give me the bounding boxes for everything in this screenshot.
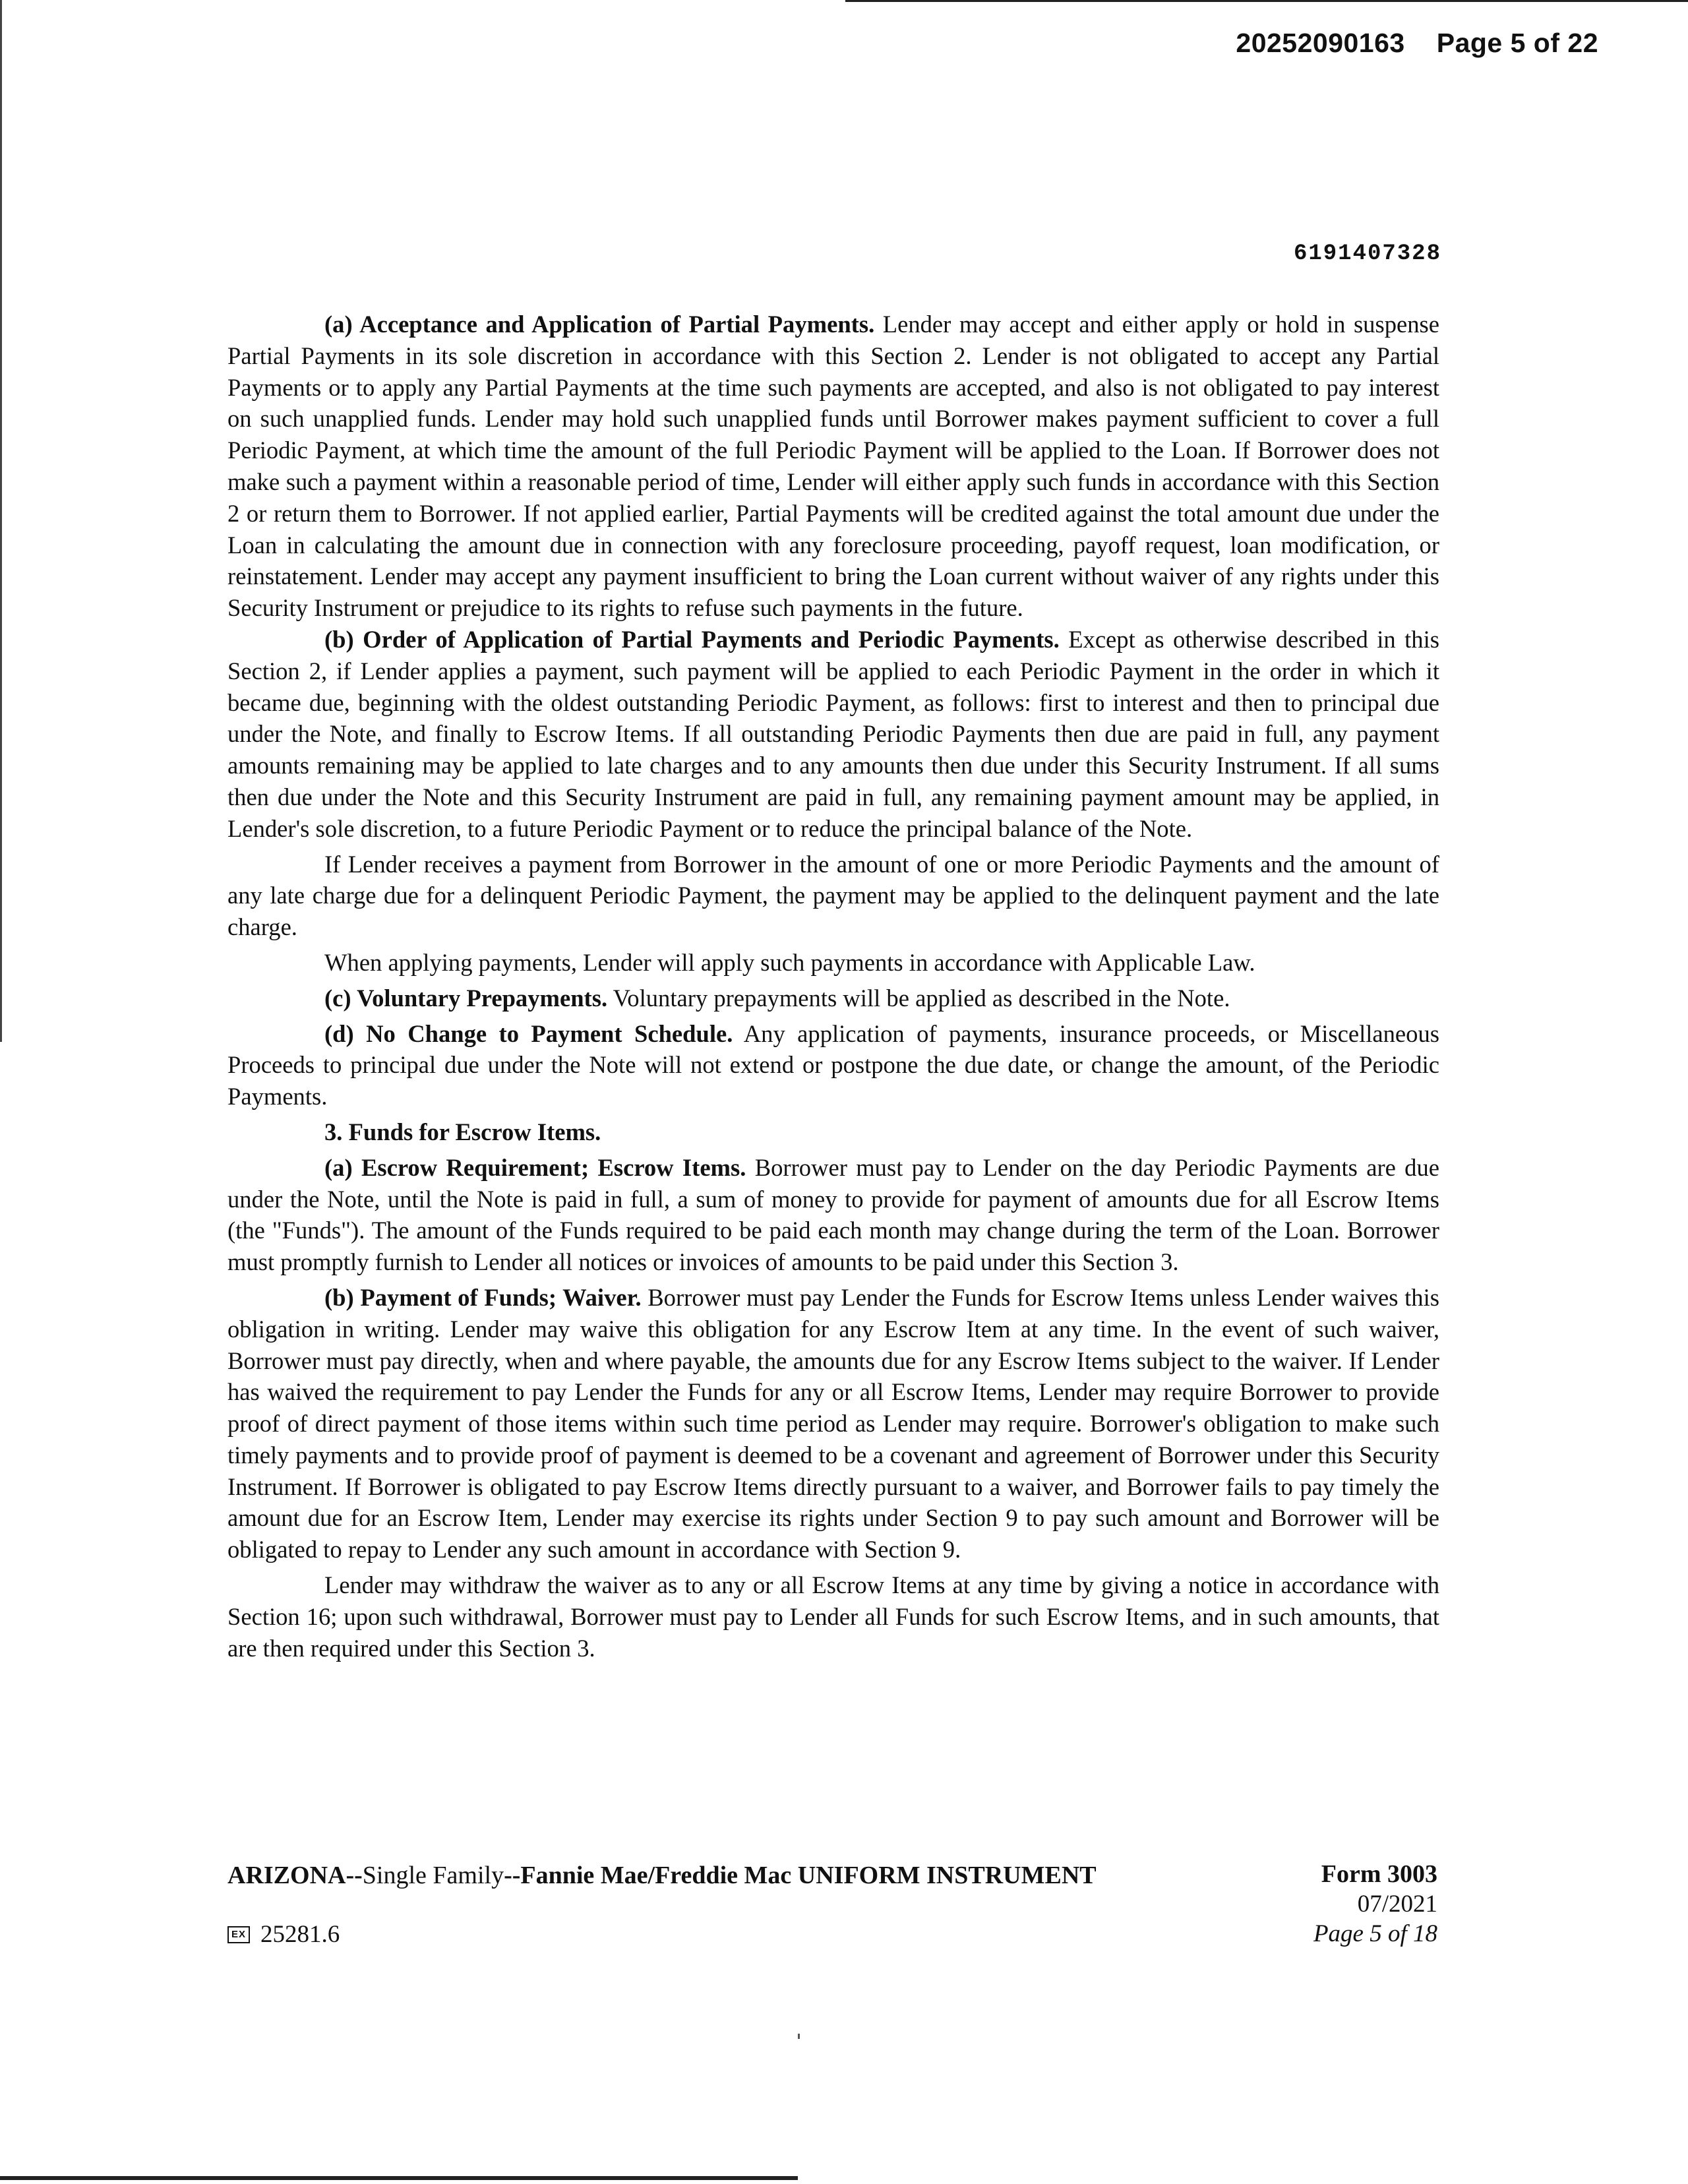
paragraph-voluntary-prepayments: [227, 983, 1439, 1014]
text-order-of-application: Except as otherwise described in this Section 2, if Lender applies a payment, such payment will be applied to each Periodic Payment in the order in which it became due, beginning with the oldest outstanding Periodic Payment, as follows: first to interest and then to principal due under the Note, and finally to Escrow Items. If all outstanding Periodic Payments then due are paid in full, any payment amounts remaining may be applied to late charges and to any amounts then due under this Security Instrument. If all sums then due under the Note and this Security Instrument are paid in full, any remaining payment amount may be applied, in Lender's sole discretion, to a future Periodic Payment or to reduce the principal balance of the Note.: [227, 625, 1439, 842]
loan-number: 6191407328: [1293, 241, 1441, 266]
footer-form-page: Page 5 of 18: [1313, 1920, 1437, 1947]
paragraph-no-change-schedule: [227, 1018, 1439, 1112]
heading-voluntary-prepayments: (c) Voluntary Prepayments.: [324, 984, 608, 1012]
heading-no-change-schedule: (d) No Change to Payment Schedule.: [324, 1019, 733, 1047]
text-voluntary-prepayments: Voluntary prepayments will be applied as described in the Note.: [607, 984, 1230, 1012]
paragraph-order-of-application: [227, 624, 1439, 845]
footer-form-info: [1313, 1860, 1437, 1949]
heading-funds-for-escrow: 3. Funds for Escrow Items.: [324, 1118, 601, 1145]
recording-number: 20252090163: [1236, 28, 1405, 58]
paragraph-escrow-requirement: [227, 1152, 1439, 1278]
footer-form-date: 07/2021: [1357, 1891, 1437, 1918]
footer-instrument: Fannie Mae/Freddie Mac UNIFORM INSTRUMENT: [520, 1862, 1097, 1889]
doc-code-value: 25281.6: [260, 1921, 340, 1948]
heading-partial-payments: (a) Acceptance and Application of Partial Payments.: [324, 311, 875, 338]
recording-stamp: [1236, 28, 1598, 59]
text-no-change-schedule: Any application of payments, insurance proceeds, or Miscellaneous Proceeds to principal due under the Note will not extend or postpone the due date, or change the amount, of the Periodic Payments.: [227, 1019, 1439, 1110]
heading-escrow-requirement: (a) Escrow Requirement; Escrow Items.: [324, 1153, 746, 1181]
left-edge-rule: [0, 0, 2, 1042]
footer-form-number: Form 3003: [1321, 1860, 1437, 1888]
paragraph-payment-of-funds: [227, 1282, 1439, 1565]
footer-state: ARIZONA--: [227, 1862, 363, 1889]
footer-instrument-title: [227, 1860, 1097, 1891]
footer-separator: --: [504, 1862, 521, 1889]
recording-page-label: Page 5 of 22: [1436, 28, 1598, 58]
heading-order-of-application: (b) Order of Application of Partial Payments and Periodic Payments.: [324, 625, 1060, 653]
paragraph-section-3-title: [227, 1116, 1439, 1148]
paragraph-partial-payments: [227, 309, 1439, 624]
text-escrow-requirement: Borrower must pay to Lender on the day Periodic Payments are due under the Note, until the Note is paid in full, a sum of money to provide for payment of amounts due for all Escrow Items (the "Funds"). The amount of the Funds required to be paid each month may change during the term of the Loan. Borrower must promptly furnish to Lender all notices or invoices of amounts to be paid under this Section 3.: [227, 1153, 1439, 1276]
footer-property-type: Single Family: [362, 1862, 504, 1889]
ex-badge-icon: EX: [227, 1926, 250, 1943]
text-payment-of-funds: Borrower must pay Lender the Funds for Escrow Items unless Lender waives this obligation in writing. Lender may waive this obligation for any Escrow Item at any time. In the event of such waiver, Borrower must pay directly, when and where payable, the amounts due for any Escrow Items subject to the waiver. If Lender has waived the requirement to pay Lender the Funds for any or all Escrow Items, Lender may require Borrower to provide proof of direct payment of those items within such time period as Lender may require. Borrower's obligation to make such timely payments and to provide proof of payment is deemed to be a covenant and agreement of Borrower under this Security Instrument. If Borrower is obligated to pay Escrow Items directly pursuant to a waiver, and Borrower fails to pay timely the amount due for an Escrow Item, Lender may exercise its rights under Section 9 to pay such amount and Borrower will be obligated to repay to Lender any such amount in accordance with Section 9.: [227, 1283, 1439, 1563]
text-partial-payments: Lender may accept and either apply or hold in suspense Partial Payments in its sole discretion in accordance with this Section 2. Lender is not obligated to accept any Partial Payments or to apply any Partial Payments at the time such payments are accepted, and also is not obligated to pay interest on such unapplied funds. Lender may hold such unapplied funds until Borrower makes payment sufficient to cover a full Periodic Payment, at which time the amount of the full Periodic Payment will be applied to the Loan. If Borrower does not make such a payment within a reasonable period of time, Lender will either apply such funds in accordance with this Section 2 or return them to Borrower. If not applied earlier, Partial Payments will be credited against the total amount due under the Loan in calculating the amount due in connection with any foreclosure proceeding, payoff request, loan modification, or reinstatement. Lender may accept any payment insufficient to bring the Loan current without waiver of any rights under this Security Instrument or prejudice to its rights to refuse such payments in the future.: [227, 311, 1439, 622]
paragraph-withdraw-waiver: Lender may withdraw the waiver as to any or all Escrow Items at any time by giving a notice in accordance with Section 16; upon such withdrawal, Borrower must pay to Lender all Funds for such Escrow Items, and in such amounts, that are then required under this Section 3.: [227, 1571, 1439, 1662]
document-body: [227, 309, 1439, 1664]
top-edge-rule: [845, 0, 1688, 2]
heading-payment-of-funds: (b) Payment of Funds; Waiver.: [324, 1283, 642, 1311]
paragraph-applicable-law: When applying payments, Lender will apply such payments in accordance with Applicable Law.: [324, 948, 1255, 976]
scan-speck: [798, 2034, 800, 2039]
footer-doc-code: [227, 1919, 340, 1951]
paragraph-late-charge: If Lender receives a payment from Borrower in the amount of one or more Periodic Payments and the amount of any late charge due for a delinquent Periodic Payment, the payment may be applied to the delinquent payment and the late charge.: [227, 850, 1439, 941]
bottom-edge-rule: [0, 2176, 798, 2180]
